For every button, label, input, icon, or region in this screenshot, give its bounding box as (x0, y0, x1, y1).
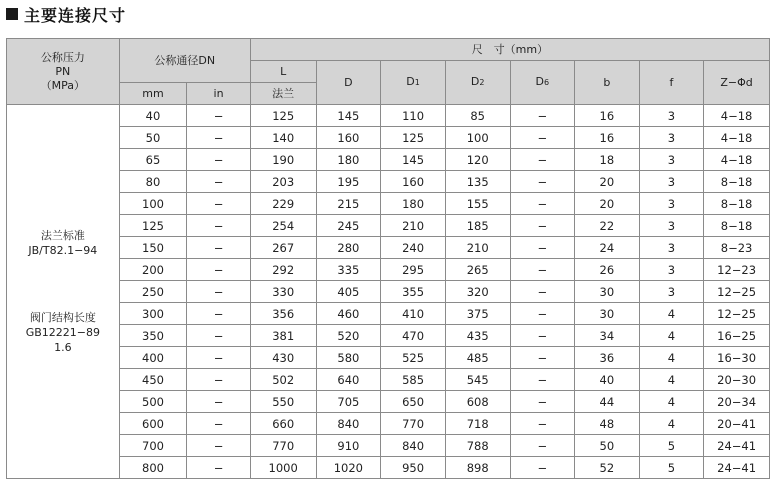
dimension-table (6, 38, 770, 479)
cell-d2: 320 (445, 281, 510, 303)
D1-header: D1 (381, 61, 446, 105)
cell-l: 140 (250, 127, 316, 149)
cell-f: 5 (639, 435, 704, 457)
cell-mm: 65 (119, 149, 187, 171)
pn-header-line3: （MPa） (40, 78, 86, 92)
cell-mm: 700 (119, 435, 187, 457)
cell-l: 125 (250, 105, 316, 127)
cell-d1: 355 (381, 281, 446, 303)
cell-d6: − (510, 435, 575, 457)
pressure-value: 1.6 (54, 341, 72, 354)
cell-d: 640 (316, 369, 381, 391)
cell-in: − (187, 435, 251, 457)
cell-d6: − (510, 127, 575, 149)
f-header: f (639, 61, 704, 105)
cell-d: 520 (316, 325, 381, 347)
cell-l: 430 (250, 347, 316, 369)
cell-d2: 135 (445, 171, 510, 193)
cell-mm: 40 (119, 105, 187, 127)
cell-l: 229 (250, 193, 316, 215)
cell-d: 910 (316, 435, 381, 457)
cell-zd: 24−41 (704, 435, 770, 457)
dn-header: 公称通径DN (119, 39, 250, 83)
cell-f: 4 (639, 391, 704, 413)
cell-d1: 650 (381, 391, 446, 413)
cell-in: − (187, 127, 251, 149)
cell-f: 3 (639, 259, 704, 281)
cell-mm: 500 (119, 391, 187, 413)
cell-zd: 4−18 (704, 105, 770, 127)
cell-in: − (187, 171, 251, 193)
pn-header (7, 39, 120, 105)
cell-b: 34 (575, 325, 640, 347)
length-standard-label: 阀门结构长度 (29, 311, 96, 324)
cell-in: − (187, 325, 251, 347)
cell-f: 4 (639, 325, 704, 347)
cell-d: 580 (316, 347, 381, 369)
cell-f: 3 (639, 105, 704, 127)
cell-d: 215 (316, 193, 381, 215)
cell-b: 30 (575, 303, 640, 325)
cell-l: 550 (250, 391, 316, 413)
table-row (7, 457, 770, 479)
cell-d: 145 (316, 105, 381, 127)
cell-d6: − (510, 325, 575, 347)
cell-l: 203 (250, 171, 316, 193)
cell-d2: 100 (445, 127, 510, 149)
cell-f: 4 (639, 413, 704, 435)
cell-d2: 210 (445, 237, 510, 259)
mm-header: mm (119, 83, 187, 105)
table-row (7, 369, 770, 391)
table-row (7, 391, 770, 413)
cell-f: 4 (639, 369, 704, 391)
cell-d2: 788 (445, 435, 510, 457)
cell-d6: − (510, 413, 575, 435)
cell-d2: 85 (445, 105, 510, 127)
cell-mm: 50 (119, 127, 187, 149)
cell-b: 52 (575, 457, 640, 479)
table-row (7, 413, 770, 435)
cell-d6: − (510, 391, 575, 413)
cell-d6: − (510, 347, 575, 369)
cell-d: 245 (316, 215, 381, 237)
cell-l: 381 (250, 325, 316, 347)
cell-d6: − (510, 369, 575, 391)
cell-zd: 4−18 (704, 127, 770, 149)
cell-d6: − (510, 259, 575, 281)
cell-d: 180 (316, 149, 381, 171)
L-header: L (250, 61, 316, 83)
cell-b: 36 (575, 347, 640, 369)
cell-b: 48 (575, 413, 640, 435)
cell-d6: − (510, 105, 575, 127)
cell-d2: 120 (445, 149, 510, 171)
cell-f: 3 (639, 281, 704, 303)
cell-d: 280 (316, 237, 381, 259)
D2-header: D2 (445, 61, 510, 105)
cell-f: 4 (639, 347, 704, 369)
cell-l: 502 (250, 369, 316, 391)
table-header (7, 39, 770, 105)
cell-b: 50 (575, 435, 640, 457)
cell-b: 40 (575, 369, 640, 391)
cell-d2: 898 (445, 457, 510, 479)
cell-mm: 250 (119, 281, 187, 303)
cell-zd: 8−18 (704, 193, 770, 215)
cell-b: 30 (575, 281, 640, 303)
cell-d1: 295 (381, 259, 446, 281)
cell-zd: 12−25 (704, 303, 770, 325)
cell-d1: 410 (381, 303, 446, 325)
cell-d: 335 (316, 259, 381, 281)
cell-zd: 12−25 (704, 281, 770, 303)
cell-l: 267 (250, 237, 316, 259)
cell-d2: 185 (445, 215, 510, 237)
cell-in: − (187, 215, 251, 237)
flange-standard-label: 法兰标准 (40, 229, 85, 242)
pn-header-line1: 公称压力 (40, 50, 85, 64)
cell-b: 20 (575, 171, 640, 193)
cell-in: − (187, 457, 251, 479)
table-row (7, 259, 770, 281)
cell-d1: 240 (381, 237, 446, 259)
cell-zd: 20−41 (704, 413, 770, 435)
table-row (7, 105, 770, 127)
cell-d: 195 (316, 171, 381, 193)
table-row (7, 171, 770, 193)
cell-mm: 125 (119, 215, 187, 237)
L-sub-header: 法兰 (250, 83, 316, 105)
cell-zd: 4−18 (704, 149, 770, 171)
cell-f: 3 (639, 149, 704, 171)
length-standard-code: GB12221−89 (25, 326, 100, 339)
cell-d2: 375 (445, 303, 510, 325)
cell-zd: 16−25 (704, 325, 770, 347)
zd-header: Z−Φd (704, 61, 770, 105)
table-row (7, 281, 770, 303)
cell-l: 356 (250, 303, 316, 325)
cell-f: 3 (639, 127, 704, 149)
cell-d6: − (510, 457, 575, 479)
square-bullet-icon (6, 8, 18, 20)
cell-zd: 20−34 (704, 391, 770, 413)
cell-d1: 525 (381, 347, 446, 369)
cell-d2: 265 (445, 259, 510, 281)
cell-in: − (187, 391, 251, 413)
b-header: b (575, 61, 640, 105)
cell-zd: 20−30 (704, 369, 770, 391)
pn-header-line2: PN (55, 64, 71, 78)
cell-l: 660 (250, 413, 316, 435)
cell-zd: 8−23 (704, 237, 770, 259)
D6-header: D6 (510, 61, 575, 105)
table-body (7, 105, 770, 479)
cell-d1: 470 (381, 325, 446, 347)
cell-d1: 110 (381, 105, 446, 127)
cell-d1: 210 (381, 215, 446, 237)
cell-b: 44 (575, 391, 640, 413)
cell-d: 705 (316, 391, 381, 413)
cell-f: 3 (639, 171, 704, 193)
cell-d: 405 (316, 281, 381, 303)
cell-d1: 145 (381, 149, 446, 171)
cell-mm: 400 (119, 347, 187, 369)
cell-in: − (187, 149, 251, 171)
cell-d: 460 (316, 303, 381, 325)
table-row (7, 149, 770, 171)
cell-d2: 608 (445, 391, 510, 413)
cell-l: 330 (250, 281, 316, 303)
cell-b: 16 (575, 127, 640, 149)
cell-f: 3 (639, 193, 704, 215)
cell-b: 16 (575, 105, 640, 127)
in-header: in (187, 83, 251, 105)
cell-d1: 160 (381, 171, 446, 193)
cell-d2: 485 (445, 347, 510, 369)
table-row (7, 303, 770, 325)
cell-in: − (187, 303, 251, 325)
cell-d6: − (510, 171, 575, 193)
table-row (7, 215, 770, 237)
table-row (7, 347, 770, 369)
cell-d6: − (510, 215, 575, 237)
table-row (7, 237, 770, 259)
cell-l: 1000 (250, 457, 316, 479)
cell-mm: 150 (119, 237, 187, 259)
cell-l: 770 (250, 435, 316, 457)
cell-zd: 8−18 (704, 215, 770, 237)
cell-d1: 950 (381, 457, 446, 479)
cell-in: − (187, 259, 251, 281)
cell-l: 254 (250, 215, 316, 237)
cell-f: 3 (639, 215, 704, 237)
cell-in: − (187, 413, 251, 435)
cell-in: − (187, 105, 251, 127)
table-row (7, 435, 770, 457)
section-title (6, 4, 126, 24)
cell-d2: 718 (445, 413, 510, 435)
cell-mm: 200 (119, 259, 187, 281)
cell-b: 24 (575, 237, 640, 259)
cell-f: 4 (639, 303, 704, 325)
cell-zd: 8−18 (704, 171, 770, 193)
cell-d6: − (510, 237, 575, 259)
cell-d: 160 (316, 127, 381, 149)
cell-in: − (187, 237, 251, 259)
cell-d6: − (510, 281, 575, 303)
cell-f: 5 (639, 457, 704, 479)
cell-mm: 100 (119, 193, 187, 215)
cell-in: − (187, 193, 251, 215)
cell-mm: 350 (119, 325, 187, 347)
cell-d2: 155 (445, 193, 510, 215)
table-row (7, 193, 770, 215)
cell-b: 26 (575, 259, 640, 281)
cell-d6: − (510, 149, 575, 171)
flange-standard-code: JB/T82.1−94 (28, 244, 98, 257)
cell-b: 22 (575, 215, 640, 237)
cell-d1: 840 (381, 435, 446, 457)
cell-d2: 435 (445, 325, 510, 347)
cell-f: 3 (639, 237, 704, 259)
cell-d2: 545 (445, 369, 510, 391)
cell-d6: − (510, 303, 575, 325)
cell-d1: 180 (381, 193, 446, 215)
cell-mm: 300 (119, 303, 187, 325)
cell-in: − (187, 369, 251, 391)
cell-mm: 80 (119, 171, 187, 193)
cell-mm: 600 (119, 413, 187, 435)
cell-mm: 450 (119, 369, 187, 391)
cell-d6: − (510, 193, 575, 215)
cell-b: 18 (575, 149, 640, 171)
cell-d1: 770 (381, 413, 446, 435)
cell-d: 840 (316, 413, 381, 435)
cell-in: − (187, 281, 251, 303)
D-header: D (316, 61, 381, 105)
cell-d: 1020 (316, 457, 381, 479)
cell-d1: 585 (381, 369, 446, 391)
table-row (7, 325, 770, 347)
dimension-header: 尺 寸（mm） (250, 39, 769, 61)
cell-l: 292 (250, 259, 316, 281)
cell-b: 20 (575, 193, 640, 215)
section-title-text: 主要连接尺寸 (24, 5, 127, 25)
cell-mm: 800 (119, 457, 187, 479)
cell-zd: 12−23 (704, 259, 770, 281)
standard-cell (7, 105, 120, 479)
cell-zd: 16−30 (704, 347, 770, 369)
cell-l: 190 (250, 149, 316, 171)
cell-zd: 24−41 (704, 457, 770, 479)
table-row (7, 127, 770, 149)
cell-in: − (187, 347, 251, 369)
cell-d1: 125 (381, 127, 446, 149)
